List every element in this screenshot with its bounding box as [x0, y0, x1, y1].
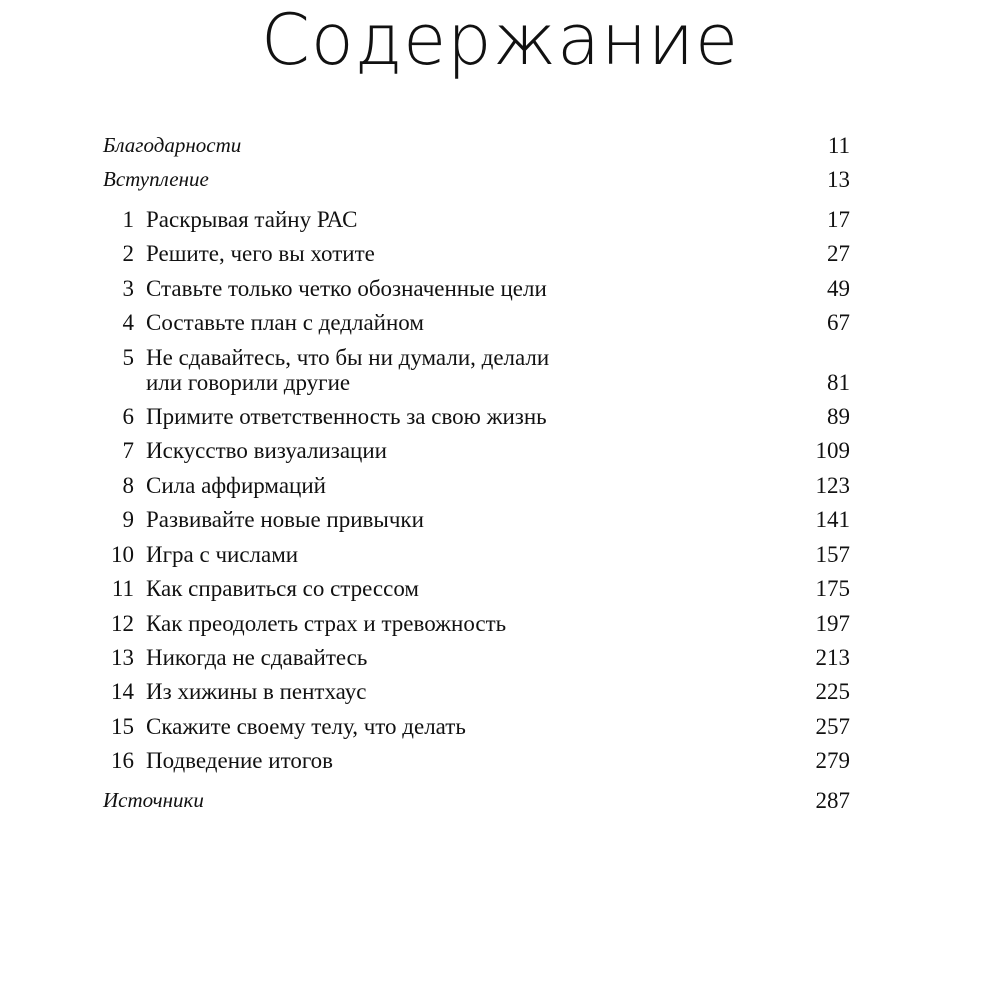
- chapter-page: 67: [827, 310, 850, 335]
- chapter-page: 225: [815, 679, 850, 704]
- toc-entry-page: 13: [827, 167, 850, 192]
- chapter-number: 16: [111, 748, 134, 773]
- page-title: Содержание: [260, 0, 740, 81]
- chapter-page: 49: [827, 276, 850, 301]
- chapter-page: 123: [815, 473, 850, 498]
- chapter-number: 9: [122, 507, 134, 532]
- chapter-title: Подведение итогов: [146, 748, 334, 773]
- chapter-number: 13: [111, 645, 134, 670]
- toc-entry-title: Источники: [103, 788, 204, 812]
- chapter-page: 197: [815, 611, 850, 636]
- chapter-number: 10: [111, 542, 134, 567]
- toc-entry-page: 287: [815, 788, 850, 813]
- chapter-number: 3: [122, 276, 134, 301]
- chapter-title: Скажите своему телу, что делать: [146, 714, 466, 739]
- chapter-number: 1: [122, 207, 134, 232]
- toc-entry-page: 11: [827, 133, 850, 158]
- chapter-number: 12: [111, 611, 134, 636]
- toc-entry-title: Вступление: [103, 167, 209, 191]
- chapter-page: 175: [815, 576, 850, 601]
- chapter-page: 109: [815, 438, 850, 463]
- chapter-number: 7: [122, 438, 134, 463]
- chapter-page: 81: [827, 370, 850, 395]
- chapter-page: 157: [815, 542, 850, 567]
- chapter-number: 6: [122, 404, 134, 429]
- chapter-title: Не сдавайтесь, что бы ни думали, делали: [146, 345, 550, 370]
- chapter-number: 14: [111, 679, 134, 704]
- chapter-title: Ставьте только четко обозначенные цели: [146, 276, 547, 301]
- chapter-page: 89: [827, 404, 850, 429]
- chapter-title: Из хижины в пентхаус: [146, 679, 367, 704]
- chapter-title: Решите, чего вы хотите: [146, 241, 375, 266]
- chapter-number: 5: [122, 345, 134, 370]
- chapter-number: 11: [111, 576, 134, 601]
- chapter-number: 4: [122, 310, 134, 335]
- chapter-page: 141: [815, 507, 850, 532]
- toc-entry-title: Благодарности: [103, 133, 242, 157]
- chapter-page: 279: [815, 748, 850, 773]
- chapter-title: Никогда не сдавайтесь: [146, 645, 368, 670]
- chapter-title: Примите ответственность за свою жизнь: [146, 404, 547, 429]
- chapter-page: 27: [827, 241, 850, 266]
- chapter-title: Искусство визуализации: [146, 438, 387, 463]
- chapter-number: 8: [122, 473, 134, 498]
- chapter-title: Сила аффирмаций: [146, 473, 326, 498]
- chapter-title: Составьте план с дедлайном: [146, 310, 424, 335]
- chapter-title: Развивайте новые привычки: [146, 507, 424, 532]
- chapter-title: Раскрывая тайну РАС: [146, 207, 358, 232]
- chapter-title: Игра с числами: [146, 542, 299, 567]
- chapter-number: 15: [111, 714, 134, 739]
- chapter-page: 213: [815, 645, 850, 670]
- chapter-page: 257: [815, 714, 850, 739]
- chapter-page: 17: [827, 207, 850, 232]
- chapter-title: Как преодолеть страх и тревожность: [146, 611, 507, 636]
- chapter-title: Как справиться со стрессом: [146, 576, 419, 601]
- chapter-title-continued: или говорили другие: [146, 370, 351, 395]
- chapter-number: 2: [122, 241, 134, 266]
